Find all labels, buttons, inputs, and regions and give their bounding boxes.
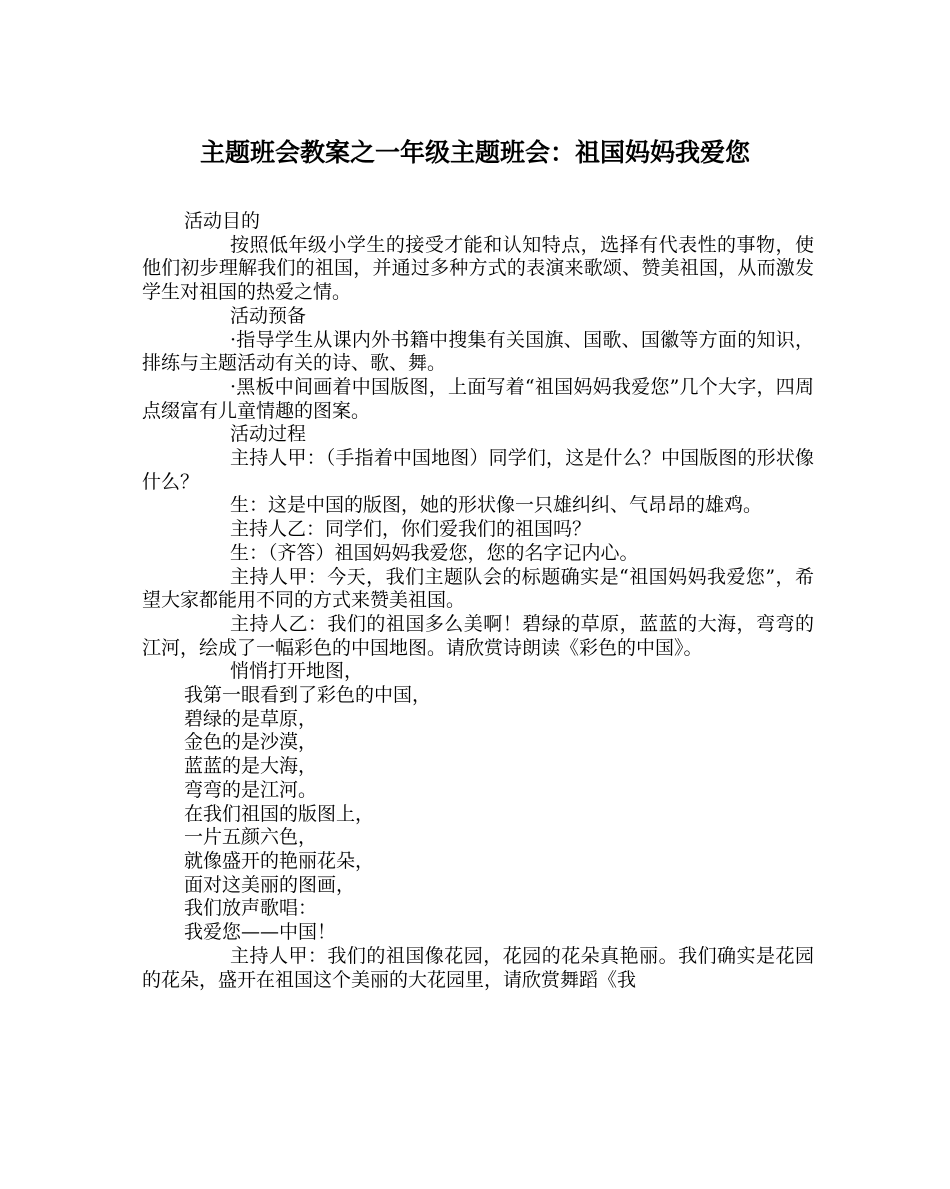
paragraph: 主持人乙：同学们，你们爱我们的祖国吗？ xyxy=(230,518,592,541)
paragraph: 生：（齐答）祖国妈妈我爱您，您的名字记内心。 xyxy=(230,541,639,564)
document-title: 主题班会教案之一年级主题班会：祖国妈妈我爱您 xyxy=(199,138,750,167)
paragraph: ·黑板中间画着中国版图，上面写着“祖国妈妈我爱您”几个大字，四周点缀富有儿童情趣的图案。 xyxy=(142,375,814,422)
paragraph: 弯弯的是江河。 xyxy=(184,778,318,801)
paragraph: 按照低年级小学生的接受才能和认知特点，选择有代表性的事物，使他们初步理解我们的祖国，并通过多种方式的表演来歌颂、赞美祖国，从而激发学生对祖国的热爱之情。 xyxy=(142,233,814,304)
paragraph: 一片五颜六色， xyxy=(184,826,318,849)
paragraph: 面对这美丽的图画， xyxy=(184,873,356,896)
paragraph: 我爱您——中国！ xyxy=(184,921,337,944)
paragraph: 主持人甲：（手指着中国地图）同学们，这是什么？中国版图的形状像什么？ xyxy=(142,447,814,493)
paragraph: 生：这是中国的版图，她的形状像一只雄纠纠、气昂昂的雄鸡。 xyxy=(230,494,763,517)
paragraph: 就像盛开的艳丽花朵， xyxy=(184,849,375,872)
paragraph: 悄悄打开地图， xyxy=(230,660,364,683)
paragraph: 活动目的 xyxy=(184,210,261,232)
paragraph: ·指导学生从课内外书籍中搜集有关国旗、国歌、国徽等方面的知识，排练与主题活动有关的诗、歌、舞。 xyxy=(142,328,814,375)
paragraph: 主持人甲：今天，我们主题队会的标题确实是“祖国妈妈我爱您”，希望大家都能用不同的方式来赞美祖国。 xyxy=(142,565,814,612)
paragraph: 我们放声歌唱： xyxy=(184,897,318,920)
paragraph: 主持人甲：我们的祖国像花园，花园的花朵真艳丽。我们确实是花园的花朵，盛开在祖国这个美丽的大花园里，请欣赏舞蹈《我 xyxy=(142,944,814,991)
paragraph: 在我们祖国的版图上， xyxy=(184,802,375,825)
paragraph: 蓝蓝的是大海， xyxy=(184,755,318,778)
paragraph: 主持人乙：我们的祖国多么美啊！碧绿的草原，蓝蓝的大海，弯弯的江河，绘成了一幅彩色的中国地图。请欣赏诗朗读《彩色的中国》。 xyxy=(142,612,814,659)
document-body xyxy=(142,210,814,992)
paragraph: 碧绿的是草原， xyxy=(184,707,318,730)
paragraph: 金色的是沙漠， xyxy=(184,731,318,754)
paragraph: 活动过程 xyxy=(230,423,307,446)
paragraph: 我第一眼看到了彩色的中国， xyxy=(184,684,432,707)
paragraph: 活动预备 xyxy=(230,304,307,327)
